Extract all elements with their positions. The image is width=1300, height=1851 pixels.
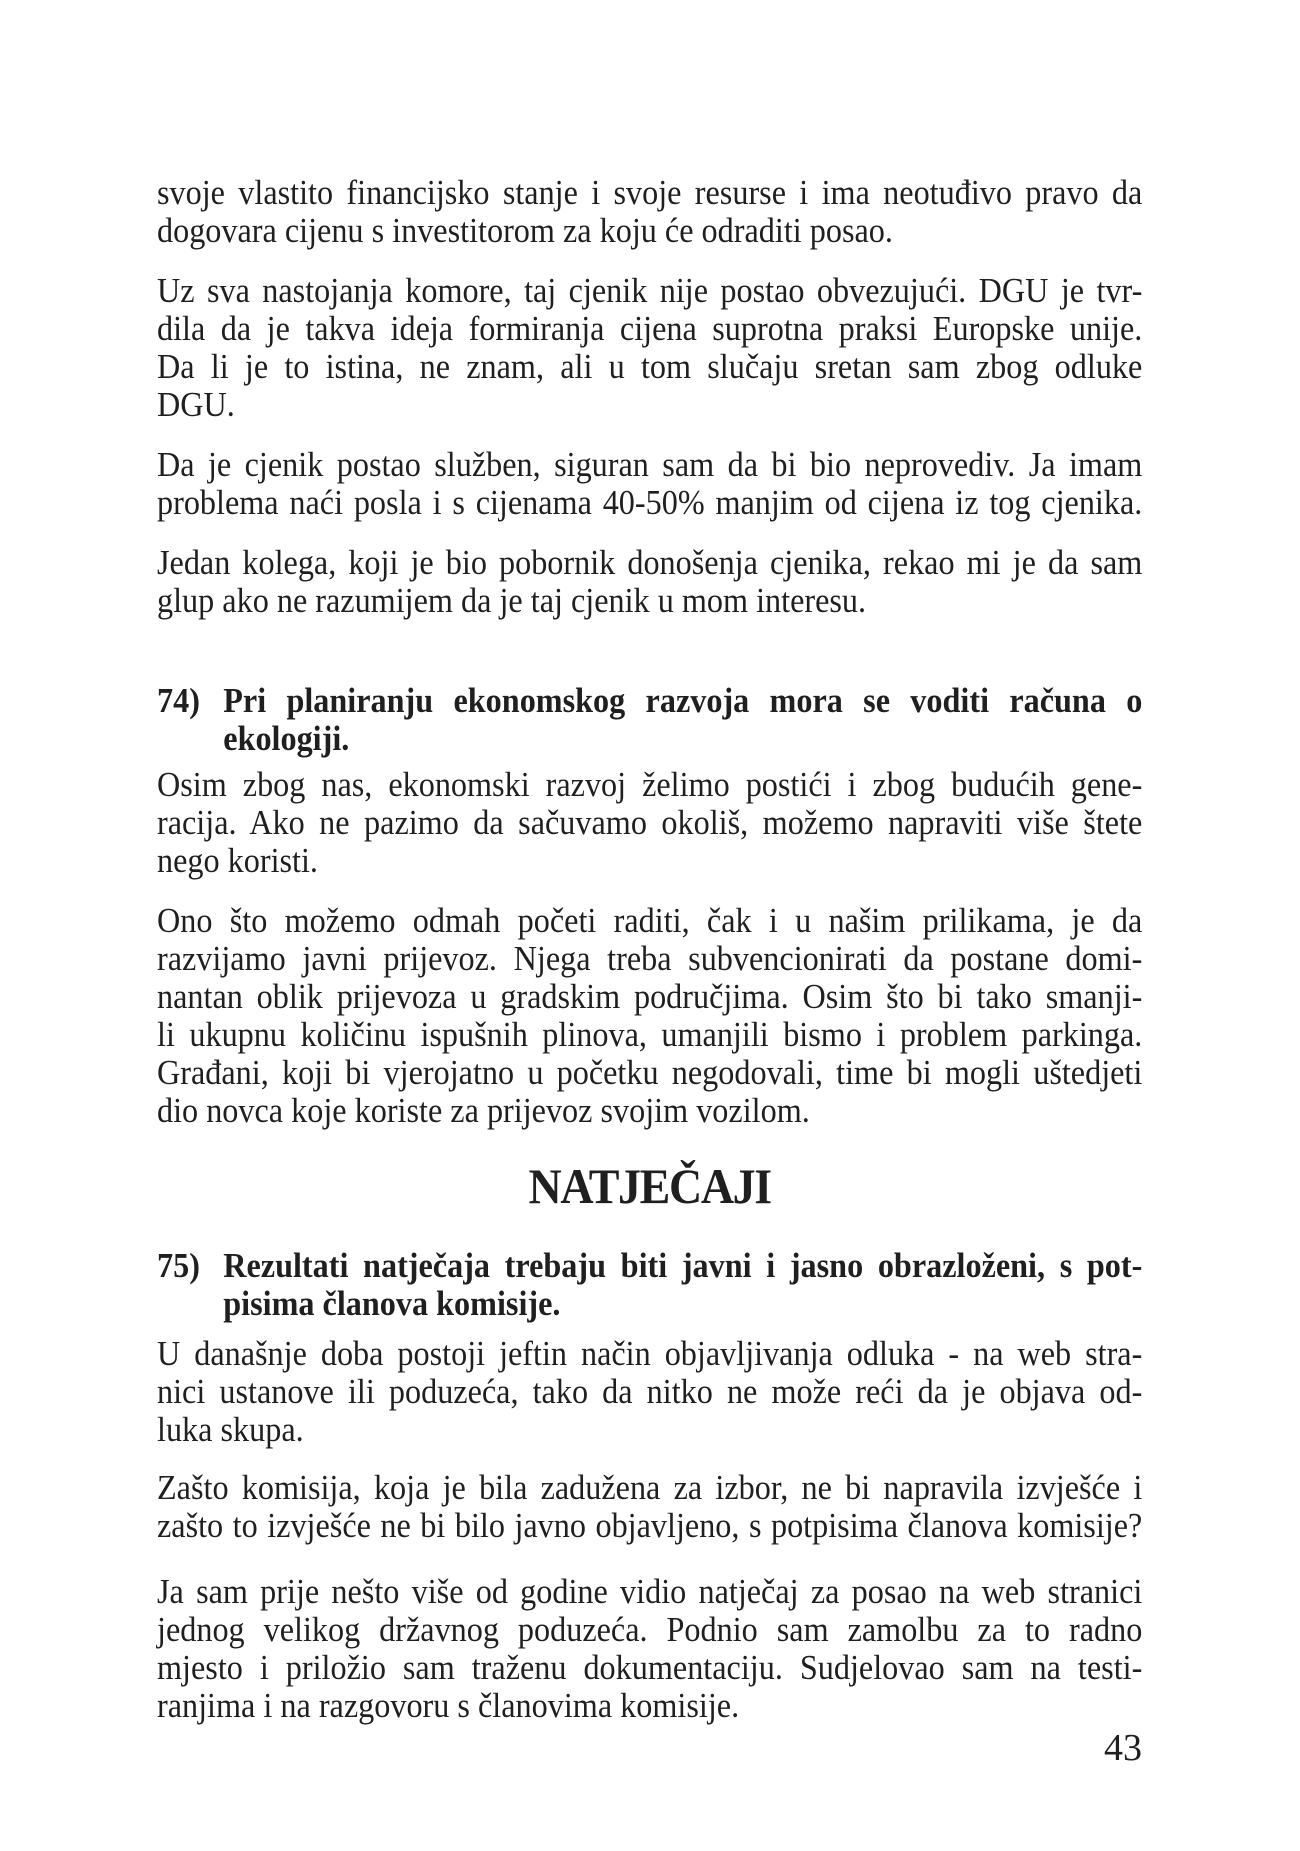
paragraph-web <box>157 1335 1142 1449</box>
page-content <box>157 174 1142 1725</box>
paragraph-kolega <box>157 544 1142 620</box>
text-line: nici ustanove ili poduzeća, tako da nitko ne može reći da je objava od- <box>157 1372 1143 1411</box>
text-line: nego koristi. <box>157 841 318 880</box>
text-line: problema naći posla i s cijenama 40-50% manjim od cijena iz tog cjenika. <box>157 483 1143 522</box>
text-line: Zašto komisija, koja je bila zadužena za izbor, ne bi napravila izvješće i <box>157 1468 1143 1507</box>
text-line: ranjima i na razgovoru s članovima komisije. <box>157 1686 740 1725</box>
text-line: DGU. <box>157 385 235 424</box>
text-line: Da je cjenik postao služben, siguran sam da bi bio neprovediv. Ja imam <box>157 445 1143 484</box>
text-line: Građani, koji bi vjerojatno u početku negodovali, time bi mogli uštedjeti <box>157 1053 1143 1092</box>
paragraph-intro <box>157 174 1142 250</box>
paragraph-sluzben <box>157 446 1142 522</box>
item-74-heading <box>157 682 1142 758</box>
text-line: nantan oblik prijevoza u gradskim područjima. Osim što bi tako smanji- <box>157 977 1143 1016</box>
item-74-number: 74) <box>157 681 200 720</box>
paragraph-cjenik <box>157 272 1142 424</box>
text-line: luka skupa. <box>157 1410 304 1449</box>
item-75-number: 75) <box>157 1246 200 1285</box>
text-line: dogovara cijenu s investitorom za koju će odraditi posao. <box>157 211 893 250</box>
paragraph-ekologija <box>157 766 1142 880</box>
text-line: Pri planiranju ekonomskog razvoja mora se voditi računa o <box>223 681 1143 720</box>
text-line: Uz sva nastojanja komore, taj cjenik nije postao obvezujući. DGU je tvr- <box>157 271 1143 310</box>
text-line: li ukupnu količinu ispušnih plinova, umanjili bismo i problem parkinga. <box>157 1015 1143 1054</box>
paragraph-prijevoz <box>157 902 1142 1130</box>
text-line: ekologiji. <box>223 719 350 758</box>
text-line: dio novca koje koriste za prijevoz svojim vozilom. <box>157 1091 810 1130</box>
text-line: zašto to izvješće ne bi bilo javno objavljeno, s potpisima članova komisije? <box>157 1506 1143 1545</box>
paragraph-natjecaj <box>157 1573 1142 1725</box>
text-line: racija. Ako ne pazimo da sačuvamo okoliš, možemo napraviti više štete <box>157 803 1143 842</box>
text-line: Rezultati natječaja trebaju biti javni i jasno obrazloženi, s pot- <box>223 1246 1143 1285</box>
text-line: dila da je takva ideja formiranja cijena suprotna praksi Europske unije. <box>157 309 1143 348</box>
text-line: Osim zbog nas, ekonomski razvoj želimo postići i zbog budućih gene- <box>157 765 1143 804</box>
text-line: U današnje doba postoji jeftin način objavljivanja odluka - na web stra- <box>157 1334 1143 1373</box>
section-heading: NATJEČAJI <box>528 1158 771 1214</box>
text-line: glup ako ne razumijem da je taj cjenik u mom interesu. <box>157 581 867 620</box>
text-line: mjesto i priložio sam traženu dokumentaciju. Sudjelovao sam na testi- <box>157 1648 1143 1687</box>
paragraph-komisija <box>157 1469 1142 1545</box>
page-number: 43 <box>1104 1727 1142 1769</box>
text-line: svoje vlastito financijsko stanje i svoje resurse i ima neotuđivo pravo da <box>157 173 1143 212</box>
text-line: Ja sam prije nešto više od godine vidio natječaj za posao na web stranici <box>157 1572 1143 1611</box>
text-line: jednog velikog državnog poduzeća. Podnio sam zamolbu za to radno <box>157 1610 1143 1649</box>
text-line: Da li je to istina, ne znam, ali u tom slučaju sretan sam zbog odluke <box>157 347 1143 386</box>
text-line: Jedan kolega, koji je bio pobornik donošenja cjenika, rekao mi je da sam <box>157 543 1143 582</box>
text-line: razvijamo javni prijevoz. Njega treba subvencionirati da postane domi- <box>157 939 1143 978</box>
item-75-heading <box>157 1247 1142 1323</box>
text-line: pisima članova komisije. <box>223 1284 561 1323</box>
text-line: Ono što možemo odmah početi raditi, čak i u našim prilikama, je da <box>157 901 1143 940</box>
